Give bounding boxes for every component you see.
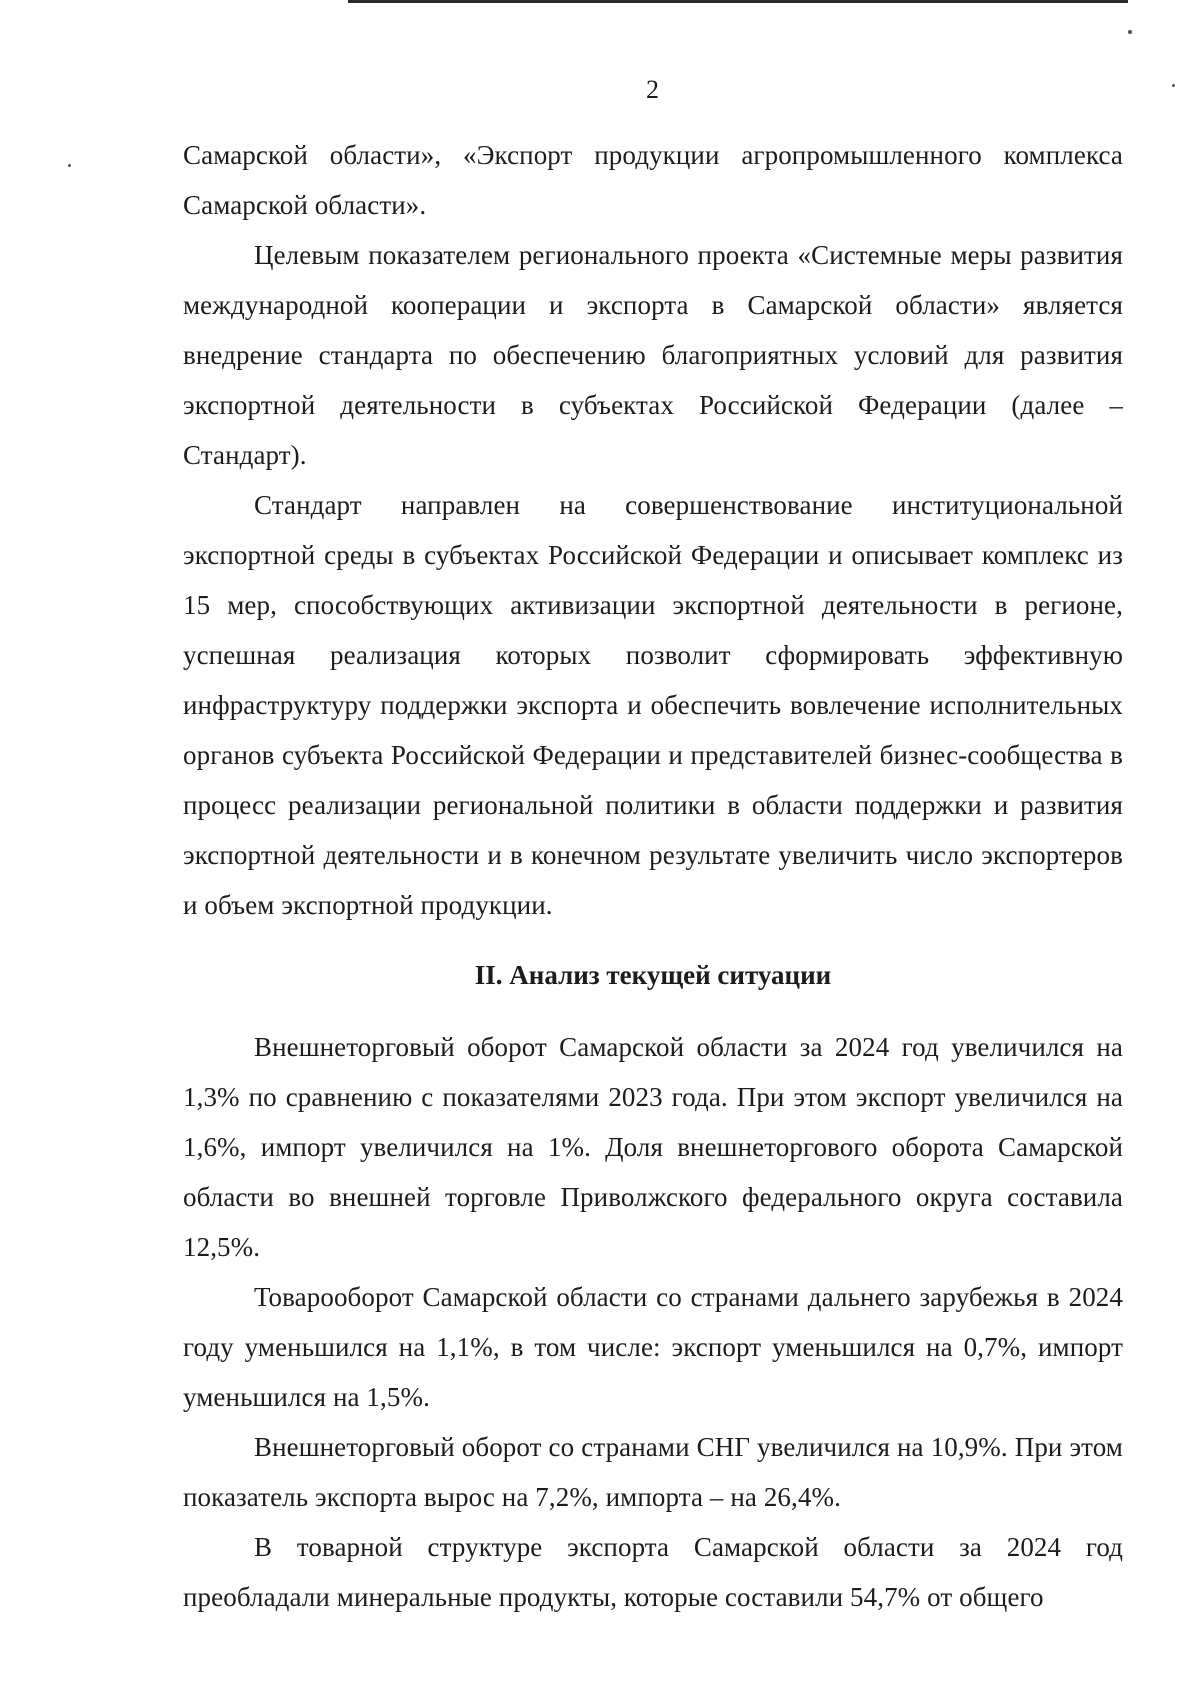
scan-speck <box>68 164 71 167</box>
section-heading: II. Анализ текущей ситуации <box>474 960 832 990</box>
paragraph-continuation: Самарской области», «Экспорт продукции агропромышленного комплекса Самарской области». <box>183 140 1123 220</box>
document-body <box>183 130 1123 1622</box>
paragraph-far-abroad-trade: Товарооборот Самарской области со странами дальнего зарубежья в 2024 году уменьшился на 1,1%, в том числе: экспорт уменьшился на 0,7%, импорт уменьшился на 1,5%. <box>183 1282 1123 1412</box>
scan-speck <box>1128 30 1132 34</box>
top-border-line <box>348 0 1128 3</box>
paragraph-target-indicator: Целевым показателем регионального проекта «Системные меры развития международной кооперации и экспорта в Самарской области» является внедрение стандарта по обеспечению благоприятных условий для развития экспортной деятельности в субъектах Российской Федерации (далее – Стандарт). <box>183 240 1123 470</box>
page-number: 2 <box>646 75 659 104</box>
paragraph-standard-description: Стандарт направлен на совершенствование институциональной экспортной среды в субъектах Российской Федерации и описывает комплекс из 15 мер, способствующих активизации экспортной деятельности в регионе, успешная реализация которых позволит сформировать эффективную инфраструктуру поддержки экспорта и обеспечить вовлечение исполнительных органов субъекта Российской Федерации и представителей бизнес-сообщества в процесс реализации региональной политики в области поддержки и развития экспортной деятельности и в конечном результате увеличить число экспортеров и объем экспортной продукции. <box>183 490 1123 920</box>
paragraph-cis-trade: Внешнеторговый оборот со странами СНГ увеличился на 10,9%. При этом показатель экспорта вырос на 7,2%, импорта – на 26,4%. <box>183 1432 1123 1512</box>
paragraph-export-structure: В товарной структуре экспорта Самарской области за 2024 год преобладали минеральные продукты, которые составили 54,7% от общего <box>183 1532 1123 1612</box>
paragraph-trade-turnover: Внешнеторговый оборот Самарской области за 2024 год увеличился на 1,3% по сравнению с показателями 2023 года. При этом экспорт увеличился на 1,6%, импорт увеличился на 1%. Доля внешнеторгового оборота Самарской области во внешней торговле Приволжского федерального округа составила 12,5%. <box>183 1032 1123 1262</box>
scan-speck <box>1172 84 1175 87</box>
